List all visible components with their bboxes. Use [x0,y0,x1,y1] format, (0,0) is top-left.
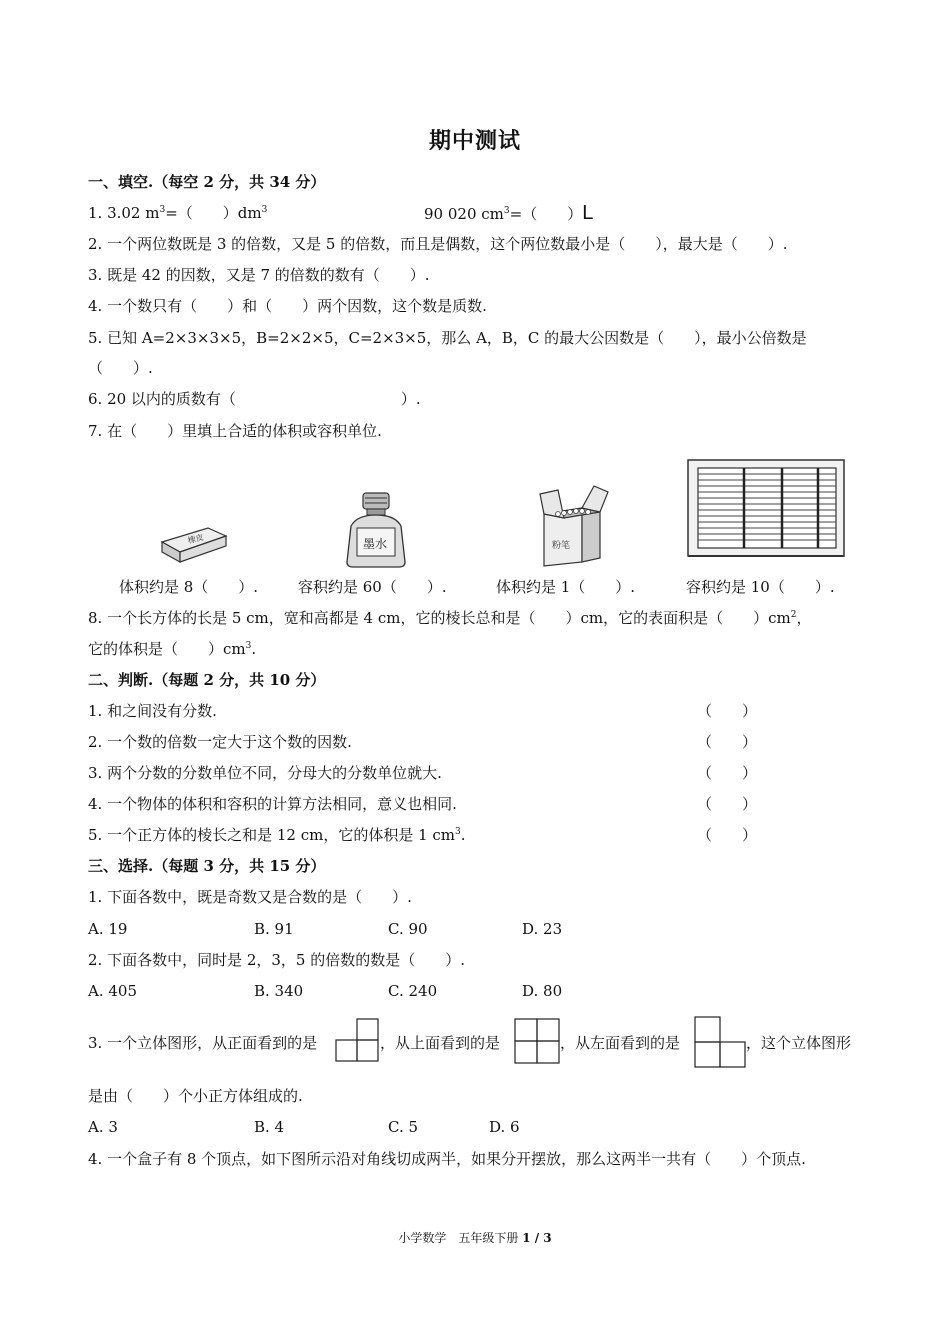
choice-q3-option-d[interactable]: D. 6 [489,1118,520,1136]
fill-q1a: 1. 3.02 $m^3=$（ ）$dm^3$ [88,204,268,222]
cabinet-illustration [686,458,848,560]
judge-q1-answer[interactable]: （ ） [697,702,758,720]
choice-q3-option-b[interactable]: B. 4 [254,1118,285,1136]
choice-q3-line2: 是由（ ）个小正方体组成的. [88,1087,303,1105]
choice-q3-part2: ，从上面看到的是 [380,1034,501,1052]
fill-q3: 3. 既是 42 的因数，又是 7 的倍数的数有（ ）. [88,266,430,284]
judge-q1: 1. 和之间没有分数. [88,702,217,720]
ink-label: 墨水 [363,537,388,551]
judge-q5: 5. 一个正方体的棱长之和是 12 cm，它的体积是 1 $cm^3$. [88,826,466,844]
section-judge-heading: 二、判断.（每题 2 分，共 10 分） [88,671,326,689]
fill-q8a: 8. 一个长方体的长是 5 cm，宽和高都是 4 cm，它的棱长总和是（ ）cm，它的表面积是（ ）$cm^2$， [88,609,812,627]
fill-q7-caption-eraser: 体积约是 8（ ）. [119,578,259,596]
choice-q1-option-c[interactable]: C. 90 [388,920,428,938]
choice-q2-option-b[interactable]: B. 340 [254,982,304,1000]
fill-q6: 6. 20 以内的质数有（ ）. [88,390,421,408]
section-choice-heading: 三、选择.（每题 3 分，共 15 分） [88,857,326,875]
footer-subject: 小学数学 五年级下册 [398,1231,519,1245]
choice-q1-option-b[interactable]: B. 91 [254,920,294,938]
judge-q2-answer[interactable]: （ ） [697,733,758,751]
judge-q2: 2. 一个数的倍数一定大于这个数的因数. [88,733,352,751]
choice-q1-option-a[interactable]: A. 19 [88,920,128,938]
fill-q5a: 5. 已知 A=2×3×3×5，B=2×2×5，C=2×3×5，那么 A，B，C 的最大公因数是（ ），最小公倍数是 [88,329,807,347]
fill-q5b: （ ）. [88,359,153,377]
choice-q2-option-c[interactable]: C. 240 [388,982,438,1000]
fill-q1b: 90 020 $cm^3=$（ ）L [424,202,594,224]
choice-q3-option-a[interactable]: A. 3 [88,1118,118,1136]
fill-q4: 4. 一个数只有（ ）和（ ）两个因数，这个数是质数. [88,297,487,315]
choice-q3-part3: ，从左面看到的是 [560,1034,681,1052]
choice-q1-option-d[interactable]: D. 23 [522,920,563,938]
page-footer [0,1229,950,1246]
judge-q3-answer[interactable]: （ ） [697,764,758,782]
choice-q3-option-c[interactable]: C. 5 [388,1118,419,1136]
choice-q2-option-d[interactable]: D. 80 [522,982,563,1000]
judge-q3: 3. 两个分数的分数单位不同，分母大的分数单位就大. [88,764,442,782]
top-view-figure [513,1017,561,1065]
choice-q2-option-a[interactable]: A. 405 [88,982,137,1000]
chalk-box-illustration [538,478,610,566]
choice-q4: 4. 一个盒子有 8 个顶点，如下图所示沿对角线切成两半，如果分开摆放，那么这两半一共有（ ）个顶点. [88,1150,806,1168]
fill-q7-caption-chalk: 体积约是 1（ ）. [496,578,636,596]
fill-q7-caption-cabinet: 容积约是 10（ ）. [686,578,835,596]
left-view-figure [693,1015,747,1069]
choice-q3-part4: ，这个立体图形 [746,1034,852,1052]
page-title: 期中测试 [428,128,521,154]
front-view-figure [335,1017,381,1063]
eraser-illustration [160,520,230,565]
judge-q5-answer[interactable]: （ ） [697,826,758,844]
judge-q4: 4. 一个物体的体积和容积的计算方法相同，意义也相同. [88,795,457,813]
fill-q2: 2. 一个两位数既是 3 的倍数，又是 5 的倍数，而且是偶数，这个两位数最小是（ ），最大是（ ）. [88,235,788,253]
choice-q2: 2. 下面各数中，同时是 2，3，5 的倍数的数是（ ）. [88,951,466,969]
fill-q8b: 它的体积是（ ）$cm^3$. [88,640,257,658]
choice-q3-part1: 3. 一个立体图形，从正面看到的是 [88,1034,318,1052]
fill-q7: 7. 在（ ）里填上合适的体积或容积单位. [88,422,382,440]
eraser-label: 橡皮 [186,532,205,546]
judge-q4-answer[interactable]: （ ） [697,795,758,813]
chalk-label: 粉笔 [552,541,571,551]
ink-bottle-illustration [343,490,411,570]
section-fill-heading: 一、填空.（每空 2 分，共 34 分） [88,173,326,191]
fill-q7-caption-ink: 容积约是 60（ ）. [298,578,447,596]
footer-page-number: 1 / 3 [522,1231,552,1245]
choice-q1: 1. 下面各数中，既是奇数又是合数的是（ ）. [88,888,412,906]
